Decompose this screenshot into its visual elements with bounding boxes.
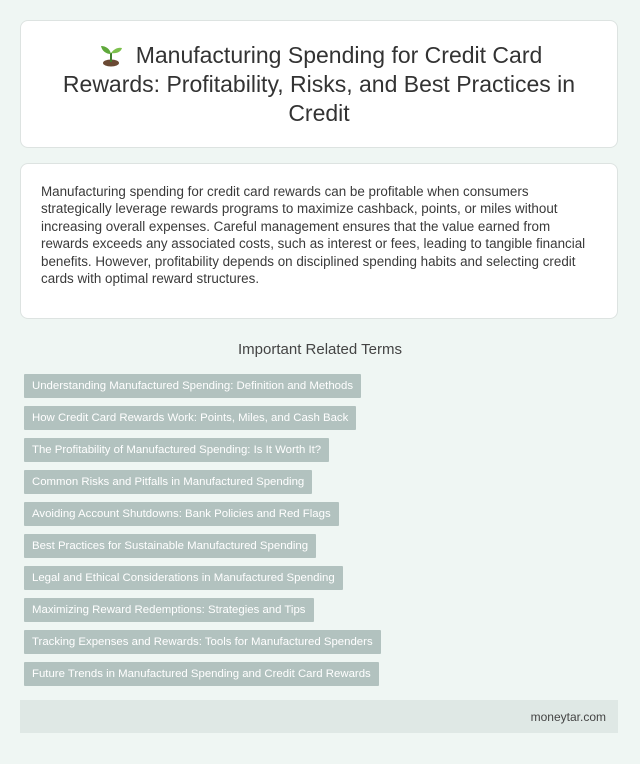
summary-card [20, 163, 618, 319]
seedling-icon [96, 41, 126, 67]
related-term-tag[interactable]: Best Practices for Sustainable Manufactured Spending [24, 534, 316, 558]
related-term-tag[interactable]: Legal and Ethical Considerations in Manufactured Spending [24, 566, 343, 590]
footer [20, 700, 618, 733]
title-card [20, 20, 618, 148]
related-terms-list [24, 374, 381, 694]
related-term-tag[interactable]: The Profitability of Manufactured Spending: Is It Worth It? [24, 438, 329, 462]
related-term-tag[interactable]: How Credit Card Rewards Work: Points, Miles, and Cash Back [24, 406, 356, 430]
related-term-tag[interactable]: Avoiding Account Shutdowns: Bank Policies and Red Flags [24, 502, 339, 526]
related-term-tag[interactable]: Maximizing Reward Redemptions: Strategies and Tips [24, 598, 314, 622]
related-term-tag[interactable]: Tracking Expenses and Rewards: Tools for Manufactured Spenders [24, 630, 381, 654]
page-title-container [45, 41, 593, 128]
summary-text: Manufacturing spending for credit card rewards can be profitable when consumers strategically leverage rewards programs to maximize cashback, points, or miles without increasing overall expenses. Careful management ensures that the value earned from rewards exceeds any associated costs, such as interest or fees, leading to tangible financial benefits. However, profitability depends on disciplined spending habits and selecting credit cards with optimal reward structures. [41, 184, 586, 287]
related-terms-heading: Important Related Terms [238, 341, 402, 358]
related-term-tag[interactable]: Common Risks and Pitfalls in Manufactured Spending [24, 470, 312, 494]
page-title: Manufacturing Spending for Credit Card Rewards: Profitability, Risks, and Best Practices in Credit [62, 41, 576, 126]
footer-site-name[interactable]: moneytar.com [530, 709, 606, 724]
related-term-tag[interactable]: Future Trends in Manufactured Spending and Credit Card Rewards [24, 662, 379, 686]
related-term-tag[interactable]: Understanding Manufactured Spending: Definition and Methods [24, 374, 361, 398]
